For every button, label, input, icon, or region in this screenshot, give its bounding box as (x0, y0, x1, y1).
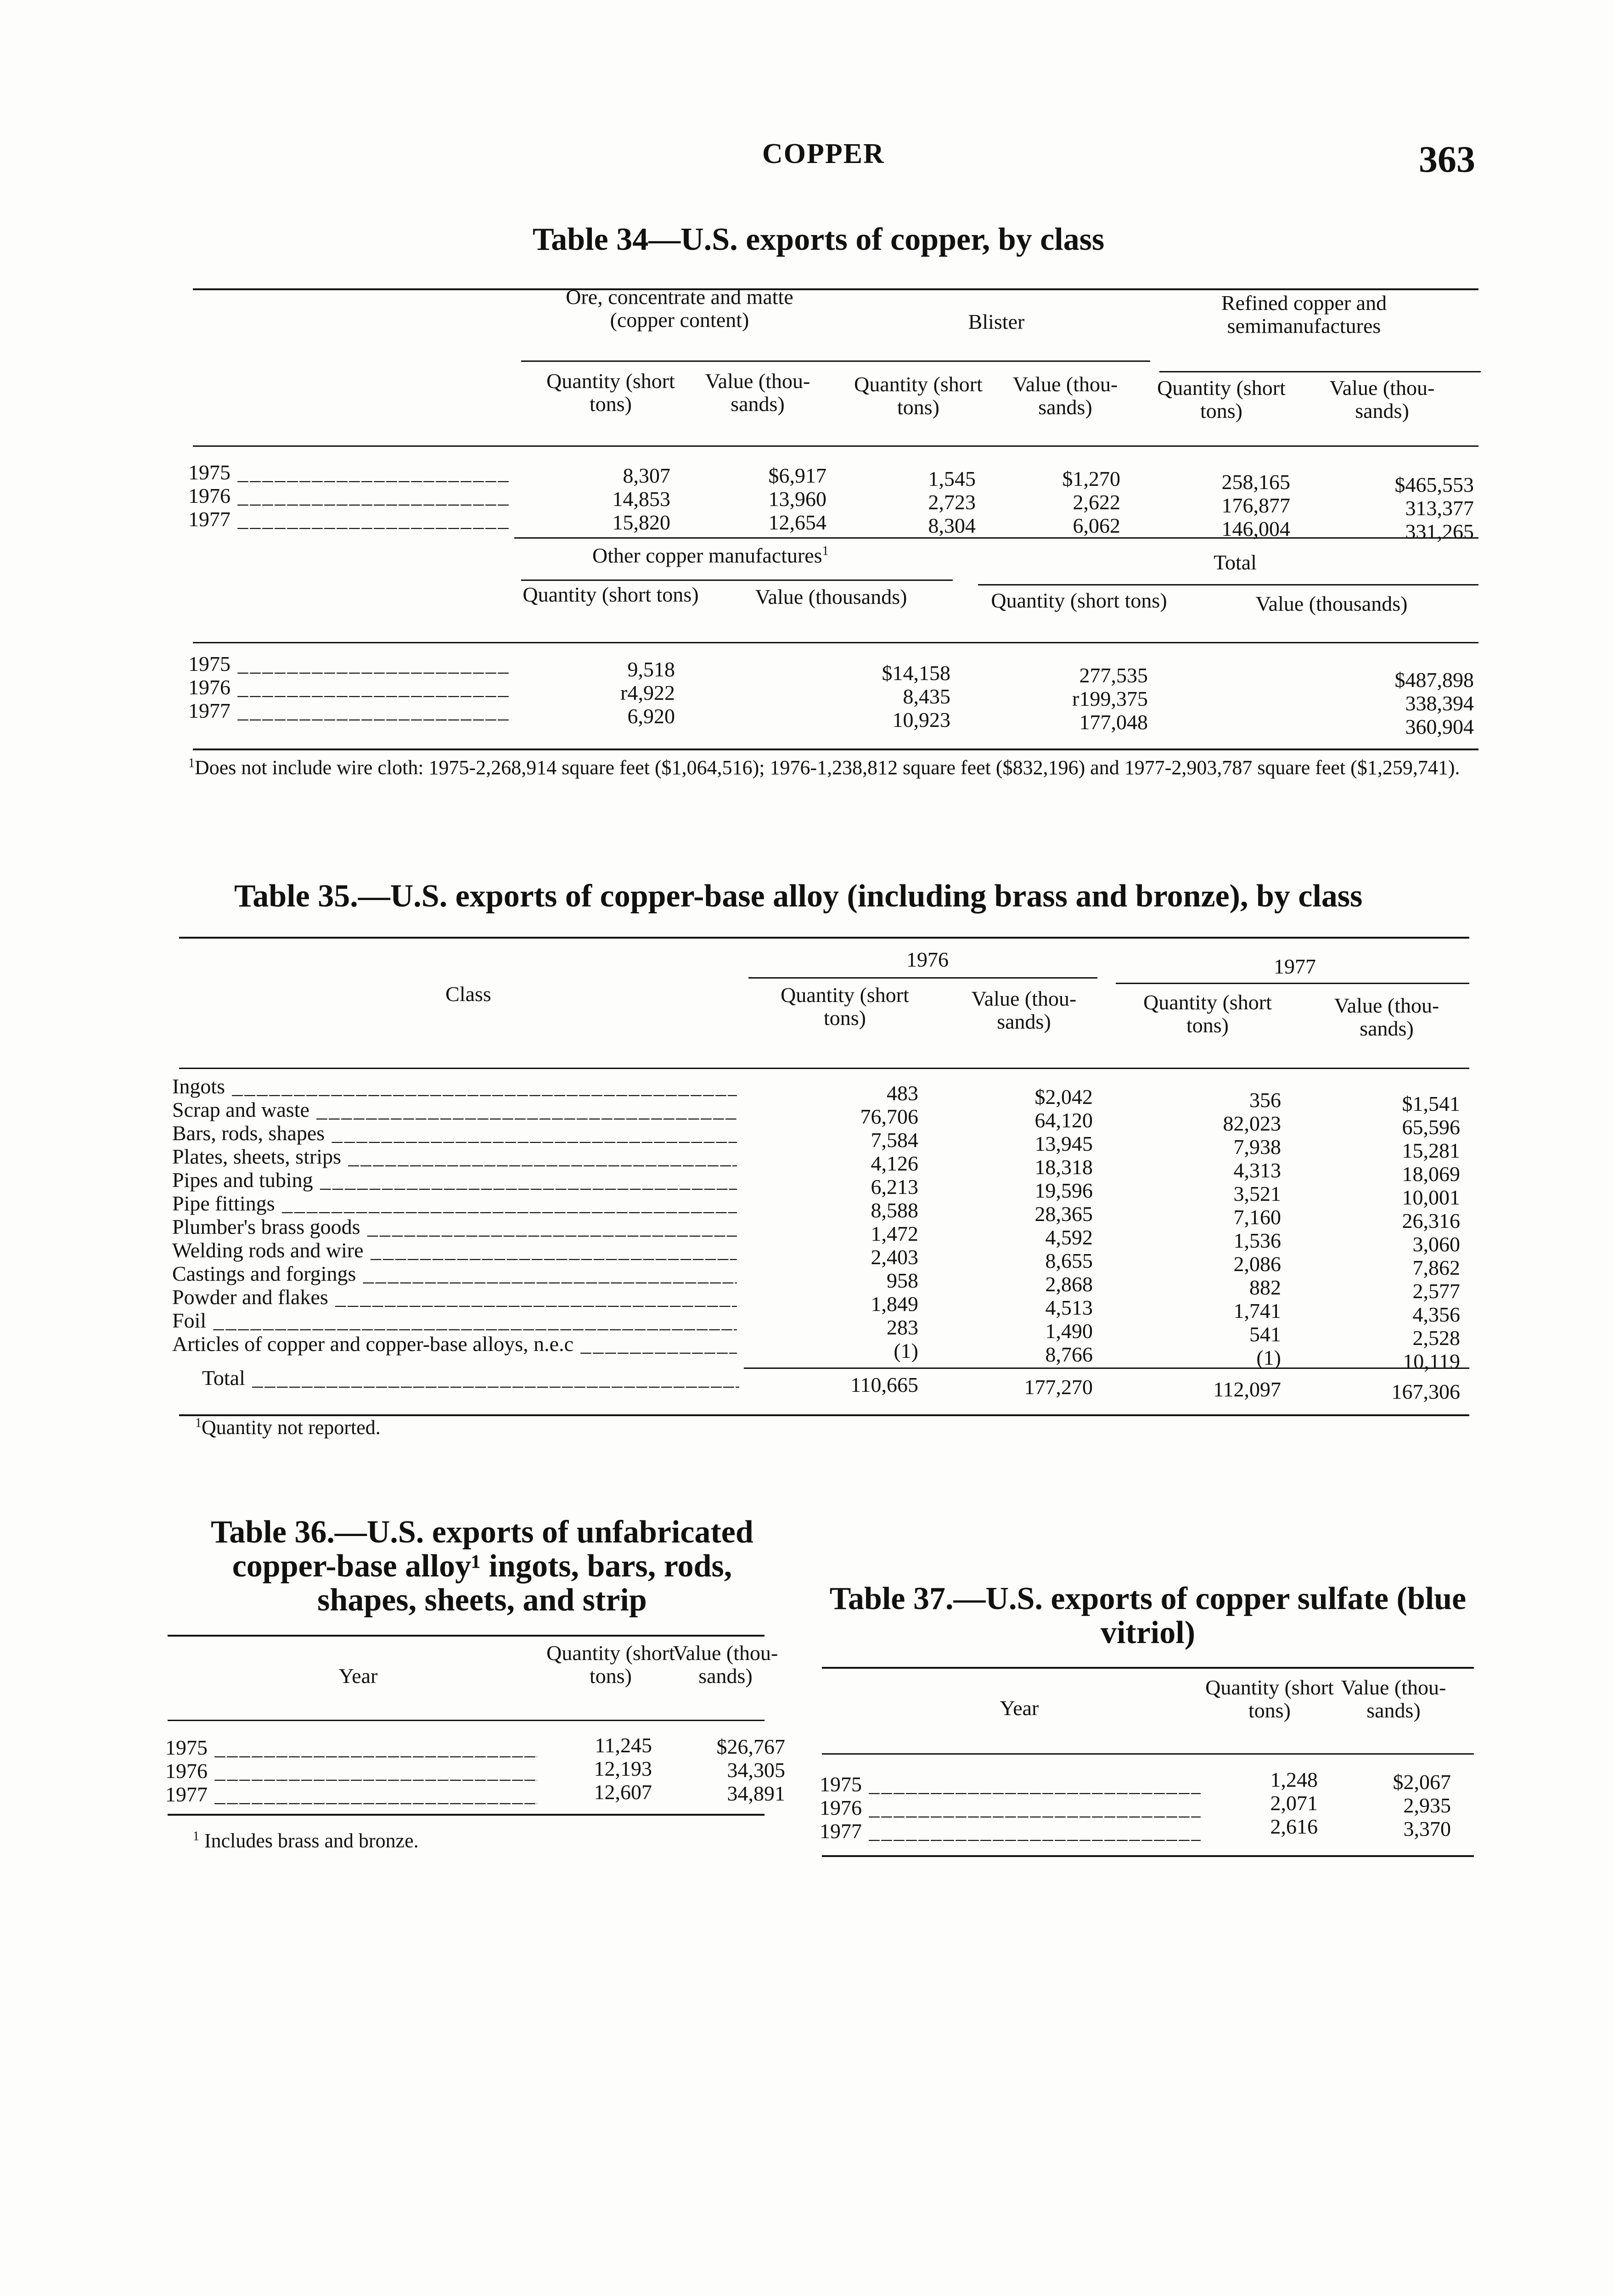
t35-1977-val-col (1322, 1092, 1460, 1373)
t35-1976-qty-head: Quantity (short tons) (781, 983, 909, 1030)
t35-cell: 18,318 (1034, 1155, 1093, 1179)
running-header: COPPER (762, 138, 885, 169)
t35-class-label: Plumber's brass goods _____ (172, 1215, 737, 1238)
t37-cell: 2,935 (1403, 1794, 1451, 1817)
t35-cell: 8,655 (1045, 1249, 1093, 1272)
t35-cell: 65,596 (1402, 1115, 1460, 1139)
t35-1976-qty-col (790, 1081, 918, 1362)
t35-cell: 1,741 (1233, 1299, 1281, 1322)
table-34-top-rule (193, 288, 1478, 290)
t34-year: 1977 _____ (188, 507, 510, 531)
t35-cell: 10,001 (1402, 1186, 1460, 1209)
t35-1977-rule (1116, 983, 1469, 984)
t35-cell: 8,766 (1045, 1343, 1093, 1366)
t35-cell: 64,120 (1034, 1109, 1093, 1132)
t35-cell: 1,490 (1045, 1319, 1093, 1343)
t35-cell: 7,938 (1233, 1135, 1281, 1159)
t34-total-qty-head: Quantity (short tons) (991, 589, 1167, 612)
t35-cell: 541 (1249, 1322, 1281, 1346)
t36-cell: 12,193 (594, 1757, 652, 1780)
t34-total-rule (978, 584, 1478, 585)
t34-cell: 360,904 (1405, 715, 1474, 738)
page-number: 363 (1419, 138, 1475, 180)
t34-cell: 176,877 (1221, 494, 1290, 517)
t34-refined-qty-col (1157, 470, 1290, 540)
t36-footnote-mark: 1 (193, 1829, 199, 1844)
t36-head-rule (168, 1720, 764, 1721)
t37-year: 1977 _____ (820, 1819, 1201, 1843)
t35-class-label: Ingots _____ (172, 1075, 737, 1098)
table-36-top-rule (168, 1635, 764, 1637)
t36-cell: $26,767 (716, 1735, 785, 1758)
t35-cell: 3,060 (1412, 1232, 1460, 1256)
t35-class-label: Welding rods and wire _____ (172, 1238, 737, 1262)
t37-cell: $2,067 (1393, 1770, 1451, 1794)
t34-cell: 14,853 (612, 487, 670, 511)
t35-cell: $1,541 (1402, 1092, 1460, 1115)
t34-cell: 338,394 (1405, 692, 1474, 715)
t34-cell: $1,270 (1062, 467, 1120, 490)
t35-cell: 1,536 (1233, 1229, 1281, 1252)
t35-cell: (1) (1256, 1346, 1281, 1369)
t37-qty-head: Quantity (short tons) (1205, 1676, 1334, 1722)
table-35-title: Table 35.—U.S. exports of copper-base alloy (including brass and bronze), by class (234, 878, 1363, 914)
t35-class-label: Pipe fittings _____ (172, 1192, 737, 1215)
t34-cell: $487,898 (1394, 668, 1474, 692)
t35-footnote-mark: 1 (195, 1416, 202, 1430)
t35-cell: 7,862 (1412, 1256, 1460, 1279)
t35-year-1976: 1976 (906, 948, 949, 971)
t34-year: 1976 _____ (188, 675, 510, 699)
t35-cell: 2,528 (1412, 1326, 1460, 1350)
t35-cell: 958 (887, 1269, 918, 1292)
t35-1977-qty-head: Quantity (short tons) (1143, 990, 1272, 1037)
t34-mid-rule (514, 537, 1478, 539)
t35-cell: 2,577 (1412, 1279, 1460, 1303)
t34-refined-val-head: Value (thou- sands) (1329, 376, 1435, 422)
t34-cell: 10,923 (892, 708, 950, 732)
t35-class-label: Articles of copper and copper-base alloys, n.e.c _____ (172, 1332, 737, 1356)
t35-1977-val-head: Value (thou- sands) (1334, 994, 1439, 1040)
t37-val-head: Value (thou- sands) (1341, 1676, 1446, 1722)
t35-total-1976-qty: 110,665 (850, 1373, 918, 1396)
t36-cell: 12,607 (594, 1780, 652, 1804)
t36-bottom-rule (168, 1814, 764, 1816)
t36-cell: 34,305 (727, 1758, 785, 1782)
t34-other-val-col (826, 661, 950, 732)
t34-refined-rule (1159, 371, 1481, 372)
t34-total-val-head: Value (thousands) (1255, 592, 1408, 615)
t34-head2-rule (193, 642, 1478, 643)
t35-cell: 882 (1249, 1276, 1281, 1299)
t34-refined-qty-head: Quantity (short tons) (1157, 376, 1286, 422)
t37-cell: 3,370 (1403, 1817, 1451, 1840)
t35-cell: 4,356 (1412, 1303, 1460, 1326)
t34-group-ore: Ore, concentrate and matte (copper content) (566, 285, 793, 332)
t35-cell: 13,945 (1034, 1132, 1093, 1155)
t35-cell: 3,521 (1233, 1182, 1281, 1205)
t37-head-rule (822, 1753, 1474, 1755)
t34-year-labels-2 (188, 652, 510, 722)
t34-cell: 313,377 (1405, 496, 1474, 520)
t34-cell: 6,920 (627, 704, 675, 728)
t35-total-label: Total _____ (202, 1366, 739, 1390)
t34-cell: 15,820 (612, 511, 670, 534)
t34-group-other (592, 544, 829, 567)
t35-cell: 4,126 (871, 1152, 918, 1175)
t35-cell: 8,588 (871, 1199, 918, 1222)
t37-year-labels (820, 1773, 1201, 1843)
t35-total-1977-qty: 112,097 (1213, 1378, 1281, 1401)
t36-qty-head: Quantity (short tons) (546, 1641, 675, 1688)
t35-cell: 19,596 (1034, 1179, 1093, 1202)
t35-cell: 76,706 (860, 1105, 918, 1128)
t34-cell: 2,723 (928, 490, 976, 514)
t37-qty-col (1203, 1768, 1318, 1838)
t36-year: 1977 _____ (165, 1783, 537, 1806)
t35-1976-val-col (964, 1085, 1093, 1366)
t36-footnote (193, 1830, 419, 1852)
t34-cell: 2,622 (1073, 490, 1120, 514)
t35-cell: 2,403 (871, 1245, 918, 1269)
t34-ore-rule (521, 360, 852, 362)
t35-1976-rule (748, 977, 1097, 979)
table-37-title: Table 37.—U.S. exports of copper sulfate (blue vitriol) (829, 1581, 1467, 1650)
t35-1976-val-head: Value (thou- sands) (971, 987, 1077, 1033)
t35-class-label: Castings and forgings _____ (172, 1262, 737, 1285)
t34-group-other-label: Other copper manufactures (592, 544, 822, 567)
t34-cell: 12,654 (768, 511, 826, 534)
t37-cell: 1,248 (1270, 1768, 1318, 1791)
t35-class-label: Scrap and waste _____ (172, 1098, 737, 1121)
t34-cell: $6,917 (768, 464, 826, 487)
t35-total-1977-val: 167,306 (1391, 1380, 1460, 1403)
t37-year: 1975 _____ (820, 1773, 1201, 1796)
t35-cell: 4,592 (1045, 1226, 1093, 1249)
t37-cell: 2,616 (1270, 1815, 1318, 1838)
t35-cell: 18,069 (1402, 1162, 1460, 1186)
t35-cell: $2,042 (1034, 1085, 1093, 1109)
t34-group-total: Total (1214, 551, 1257, 574)
t34-cell: $465,553 (1394, 473, 1474, 496)
t34-total-val-col (1322, 668, 1474, 738)
t35-cell: 82,023 (1223, 1112, 1281, 1135)
t34-other-rule (521, 580, 953, 581)
t34-cell: 6,062 (1073, 514, 1120, 537)
t35-cell: 356 (1249, 1088, 1281, 1112)
t34-cell: 177,048 (1079, 710, 1148, 734)
t35-class-label: Plates, sheets, strips _____ (172, 1145, 737, 1168)
t34-year: 1975 _____ (188, 461, 510, 484)
t35-cell: 4,313 (1233, 1159, 1281, 1182)
t35-cell: 10,119 (1403, 1350, 1460, 1373)
t35-cell: 483 (887, 1081, 918, 1105)
t34-refined-val-col (1322, 473, 1474, 543)
table-35-top-rule (179, 937, 1469, 939)
t34-year-labels (188, 461, 510, 531)
t34-cell: $14,158 (882, 661, 950, 685)
t36-val-head: Value (thou- sands) (673, 1641, 778, 1688)
t34-cell: 8,435 (903, 685, 950, 708)
t37-val-col (1336, 1770, 1451, 1840)
t34-year: 1975 _____ (188, 652, 510, 675)
t34-ore-val-col (703, 464, 826, 534)
t35-1977-qty-col (1148, 1088, 1281, 1369)
t35-year-1977: 1977 (1274, 955, 1316, 978)
t34-cell: r199,375 (1072, 687, 1148, 710)
t35-cell: 283 (887, 1316, 918, 1339)
t37-year: 1976 _____ (820, 1796, 1201, 1819)
t34-ore-qty-col (551, 464, 670, 534)
t35-cell: 4,513 (1045, 1296, 1093, 1319)
t35-head-rule (179, 1068, 1469, 1069)
t34-cell: 258,165 (1221, 470, 1290, 494)
t36-val-col (661, 1735, 785, 1805)
table-34-title: Table 34—U.S. exports of copper, by class (533, 222, 1105, 257)
t34-cell: 13,960 (768, 487, 826, 511)
t34-cell: 277,535 (1079, 664, 1148, 687)
t36-year-labels (165, 1736, 537, 1806)
t35-cell: 7,160 (1233, 1205, 1281, 1229)
t34-ore-qty-head: Quantity (short tons) (546, 369, 675, 416)
t34-head-rule (193, 445, 1478, 447)
t34-total-qty-col (1010, 664, 1148, 734)
t35-class-label: Foil _____ (172, 1309, 737, 1332)
t34-other-qty-head: Quantity (short tons) (523, 583, 699, 606)
t36-year: 1976 _____ (165, 1759, 537, 1783)
t35-cell: 26,316 (1402, 1209, 1460, 1232)
t35-cell: 7,584 (871, 1128, 918, 1152)
t34-blister-val-head: Value (thou- sands) (1012, 372, 1118, 419)
t34-cell: r4,922 (620, 681, 675, 704)
t34-blister-qty-head: Quantity (short tons) (854, 372, 983, 419)
t34-cell: 8,307 (623, 464, 670, 487)
t34-bottom-rule (193, 748, 1478, 750)
t35-footnote (195, 1417, 381, 1439)
t34-other-qty-col (551, 658, 675, 728)
t35-footnote-text: Quantity not reported. (202, 1416, 381, 1439)
t36-cell: 34,891 (727, 1782, 785, 1805)
t35-cell: 6,213 (871, 1175, 918, 1199)
t34-cell: 1,545 (928, 467, 976, 490)
t34-cell: 331,265 (1405, 520, 1474, 543)
t35-class-label: Powder and flakes _____ (172, 1285, 737, 1309)
t34-cell: 146,004 (1221, 517, 1290, 540)
t35-class-head: Class (445, 982, 491, 1006)
t36-year: 1975 _____ (165, 1736, 537, 1759)
t35-class-label: Bars, rods, shapes _____ (172, 1121, 737, 1145)
t34-blister-qty-col (863, 467, 976, 537)
t34-cell: 8,304 (928, 514, 976, 537)
t34-other-val-head: Value (thousands) (755, 585, 907, 608)
t34-blister-rule (838, 360, 1150, 362)
t37-cell: 2,071 (1270, 1791, 1318, 1815)
t35-cell: 1,472 (871, 1222, 918, 1245)
t35-cell: 2,086 (1233, 1252, 1281, 1276)
t36-year-head: Year (338, 1664, 378, 1688)
t36-qty-col (542, 1733, 652, 1804)
t34-group-refined: Refined copper and semimanufactures (1221, 291, 1387, 338)
t35-cell: 1,849 (871, 1292, 918, 1316)
table-36-title: Table 36.—U.S. exports of unfabricated copper-base alloy¹ ingots, bars, rods, shapes, sheets, and strip (211, 1514, 753, 1618)
t35-cell: 28,365 (1034, 1202, 1093, 1226)
t35-total-1976-val: 177,270 (1024, 1375, 1093, 1399)
t36-footnote-text: Includes brass and bronze. (204, 1829, 419, 1852)
t34-footnote-text: Does not include wire cloth: 1975-2,268,914 square feet ($1,064,516); 1976-1,238,812 square feet ($832,196) and 1977-2,903,787 square feet ($1,259,741). (195, 756, 1460, 779)
t37-year-head: Year (1000, 1696, 1039, 1720)
t34-footnote-ref: 1 (822, 544, 829, 558)
t36-cell: 11,245 (595, 1733, 652, 1757)
t34-footnote-mark: 1 (188, 756, 195, 771)
t34-group-blister: Blister (968, 310, 1025, 333)
t35-total-label-row (202, 1366, 739, 1390)
t34-cell: 9,518 (627, 658, 675, 681)
table-37-top-rule (822, 1667, 1474, 1669)
t35-class-label: Pipes and tubing _____ (172, 1168, 737, 1192)
t34-year: 1977 _____ (188, 699, 510, 722)
t34-year: 1976 _____ (188, 484, 510, 507)
t35-cell: 2,868 (1045, 1272, 1093, 1296)
t35-cell: 15,281 (1402, 1139, 1460, 1162)
t35-class-labels (172, 1075, 737, 1356)
t34-blister-val-col (1006, 467, 1120, 537)
t34-footnote (188, 757, 1483, 779)
t34-ore-val-head: Value (thou- sands) (705, 369, 810, 416)
t35-total-rule (744, 1367, 1469, 1369)
t37-bottom-rule (822, 1855, 1474, 1857)
t35-cell: (1) (894, 1339, 918, 1362)
